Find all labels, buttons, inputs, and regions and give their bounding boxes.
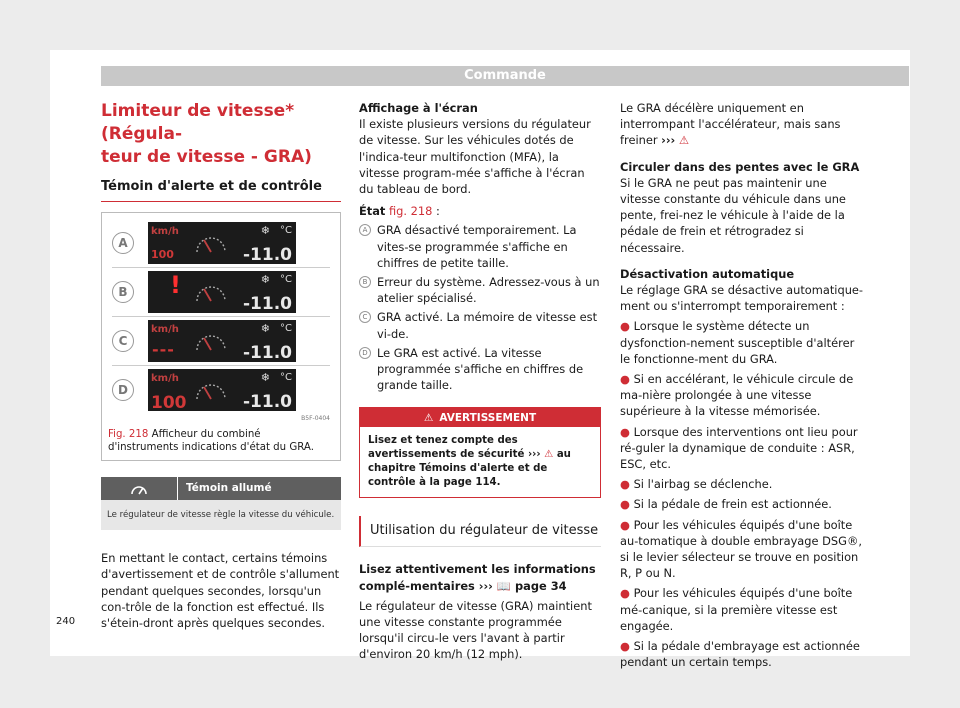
state-figure-link[interactable]: fig. 218 [388, 204, 433, 219]
intro-paragraph: En mettant le contact, certains témoins d'avertissement et de contrôle s'allument pendant quelques secondes, lorsqu'un con-trôle de la fonction est effectué. Ils s'étein-dront après quelques secondes. [101, 551, 340, 631]
book-icon: 📖 [496, 578, 512, 593]
list-item [620, 517, 865, 582]
decel-arrows[interactable]: ››› [661, 133, 676, 148]
set-speed: 100 [151, 247, 174, 261]
heading-display: Affichage à l'écran [359, 101, 478, 115]
list-item [620, 424, 865, 473]
bullet-dot: ● [620, 424, 630, 439]
error-mark: ! [170, 271, 181, 299]
state-text: GRA activé. La mémoire de vitesse est vi-de. [377, 310, 598, 341]
list-item [620, 318, 865, 367]
state-line [359, 203, 601, 219]
state-list [359, 222, 601, 393]
outside-temp: -11.0 [243, 293, 292, 313]
warning-inline-icon: ⚠ [678, 133, 690, 148]
set-speed: 100 [151, 392, 187, 411]
list-item [620, 496, 865, 512]
cluster-display [148, 271, 296, 313]
section-title [101, 100, 341, 169]
state-item [359, 309, 601, 341]
state-item [359, 222, 601, 271]
column-right [620, 100, 865, 671]
speedometer-icon [101, 477, 178, 500]
state-text: Le GRA est activé. La vitesse programmée s'affiche en chiffres de grande taille. [377, 345, 584, 393]
list-item [620, 371, 865, 420]
warning-inline-icon: ⚠ [544, 449, 554, 461]
cluster-display [148, 222, 296, 264]
warning-header [360, 408, 600, 427]
warning-body [360, 427, 600, 497]
list-item-text: Pour les véhicules équipés d'une boîte au-tomatique à double embrayage DSG®, si le levier sélecteur se trouve en position R, P ou N. [620, 517, 862, 581]
read-notice-page[interactable]: page 34 [515, 578, 567, 593]
figure-panel [112, 268, 330, 317]
state-colon: : [436, 204, 440, 219]
gra-gauge-icon [194, 228, 228, 258]
temp-unit: °C [280, 372, 292, 383]
cluster-display [148, 369, 296, 411]
state-text: Erreur du système. Adressez-vous à un atelier spécialisé. [377, 275, 600, 306]
read-notice-arrows[interactable]: ››› [478, 578, 493, 593]
snowflake-icon: ❄ [260, 371, 270, 384]
read-notice-text: Lisez attentivement les informations complé-mentaires [359, 562, 596, 593]
bullet-dot: ● [620, 517, 630, 532]
list-item [620, 585, 865, 634]
list-item-text: Si la pédale de frein est actionnée. [633, 497, 832, 512]
warning-triangle-icon: ⚠ [423, 411, 434, 424]
gra-gauge-icon [194, 277, 228, 307]
list-item-text: Lorsque le système détecte un dysfonction-nement susceptible d'altérer le fonctionne-ment du GRA. [620, 319, 855, 366]
decel-paragraph [620, 100, 865, 149]
decel-text: Le GRA décélère uniquement en interrompant l'accélérateur, mais sans freiner [620, 101, 841, 148]
usage-section-heading: Utilisation du régulateur de vitesse [359, 516, 601, 547]
title-line-1: Limiteur de vitesse* (Régula- [101, 101, 295, 144]
list-item-text: Lorsque des interventions ont lieu pour ré-guler la dynamique de conduite : ASR, ESC, etc. [620, 424, 858, 472]
bullet-dot: ● [620, 477, 630, 492]
figure-panels [102, 213, 340, 414]
column-middle [359, 100, 601, 663]
panel-letter: D [112, 379, 134, 401]
slope-paragraph: Si le GRA ne peut pas maintenir une vitesse constante du véhicule dans une pente, frei-nez le véhicule à l'aide de la pédale de frein et rétrogradez si nécessaire. [620, 175, 846, 255]
indicator-header-label: Témoin allumé [186, 482, 272, 495]
figure-code: B5F-0404 [301, 415, 330, 422]
bullet-dot: ● [620, 639, 630, 654]
state-letter: D [359, 347, 371, 359]
indicator-table [101, 477, 341, 530]
gra-gauge-icon [194, 326, 228, 356]
snowflake-icon: ❄ [260, 224, 270, 237]
warning-text-2: au chapitre Témoins d'alerte et de contrôle à la page 114. [368, 449, 571, 489]
panel-letter: B [112, 281, 134, 303]
title-line-2: teur de vitesse - GRA) [101, 147, 312, 167]
outside-temp: -11.0 [243, 244, 292, 264]
outside-temp: -11.0 [243, 342, 292, 362]
subsection-title: Témoin d'alerte et de contrôle [101, 179, 322, 194]
state-item [359, 345, 601, 394]
auto-off-list [620, 318, 865, 670]
document-page [50, 50, 910, 670]
state-text: GRA désactivé temporairement. La vites-se programmée s'affiche en chiffres de petite taille. [377, 223, 577, 270]
list-item [620, 476, 865, 492]
speed-unit: km/h [151, 373, 179, 384]
temp-unit: °C [280, 225, 292, 236]
state-label: État [359, 204, 386, 219]
snowflake-icon: ❄ [260, 322, 270, 335]
warning-box [359, 407, 601, 498]
bullet-dot: ● [620, 497, 630, 512]
list-item-text: Pour les véhicules équipés d'une boîte mé-canique, si la première vitesse est engagée. [620, 586, 853, 633]
figure-218 [101, 212, 341, 461]
warning-arrows[interactable]: ››› [527, 449, 541, 461]
speed-unit: km/h [151, 226, 179, 237]
cluster-display [148, 320, 296, 362]
column-left [101, 100, 341, 631]
auto-off-paragraph: Le réglage GRA se désactive automatique-ment ou s'interrompt temporairement : [620, 283, 864, 314]
list-item-text: Si en accélérant, le véhicule circule de ma-nière prolongée à une vitesse supérieure à la vitesse mémorisée. [620, 372, 854, 419]
bullet-dot: ● [620, 319, 630, 334]
figure-panel [112, 366, 330, 414]
list-item-text: Si l'airbag se déclenche. [633, 477, 773, 492]
figure-caption-text: Afficheur du combiné d'instruments indications d'état du GRA. [108, 429, 314, 453]
figure-caption [102, 424, 340, 460]
state-item [359, 274, 601, 306]
outside-temp: -11.0 [243, 391, 292, 411]
usage-paragraph: Le régulateur de vitesse (GRA) maintient une vitesse constante programmée lorsqu'il circu-le vers l'avant à partir d'environ 20 km/h (12 mph). [359, 598, 592, 662]
state-letter: B [359, 276, 371, 288]
list-item [620, 638, 865, 670]
panel-letter: C [112, 330, 134, 352]
read-notice [359, 561, 601, 593]
figure-panel [112, 219, 330, 268]
page-number: 240 [56, 616, 76, 627]
indicator-table-header [101, 477, 341, 500]
bullet-dot: ● [620, 372, 630, 387]
snowflake-icon: ❄ [260, 273, 270, 286]
warning-title: AVERTISSEMENT [439, 411, 537, 424]
gra-gauge-icon [194, 375, 228, 405]
warning-text-1: Lisez et tenez compte des avertissements de sécurité [368, 435, 525, 461]
state-letter: C [359, 311, 371, 323]
panel-letter: A [112, 232, 134, 254]
auto-off-heading: Désactivation automatique [620, 266, 795, 281]
indicator-description: Le régulateur de vitesse règle la vitesse du véhicule. [101, 500, 341, 530]
empty-speed: --- [152, 339, 175, 359]
figure-panel [112, 317, 330, 366]
list-item-text: Si la pédale d'embrayage est actionnée pendant un certain temps. [620, 639, 860, 670]
state-letter: A [359, 224, 371, 236]
speed-unit: km/h [151, 324, 179, 335]
bullet-dot: ● [620, 586, 630, 601]
slope-heading: Circuler dans des pentes avec le GRA [620, 159, 860, 174]
title-rule [101, 201, 341, 202]
figure-ref: Fig. 218 [108, 429, 149, 440]
temp-unit: °C [280, 323, 292, 334]
temp-unit: °C [280, 274, 292, 285]
chapter-header: Commande [101, 66, 909, 86]
paragraph-display: Il existe plusieurs versions du régulateur de vitesse. Sur les véhicules dotés de l'indica-teur multifonction (MFA), la vitesse program-mée s'affiche à l'écran du tableau de bord. [359, 117, 591, 197]
